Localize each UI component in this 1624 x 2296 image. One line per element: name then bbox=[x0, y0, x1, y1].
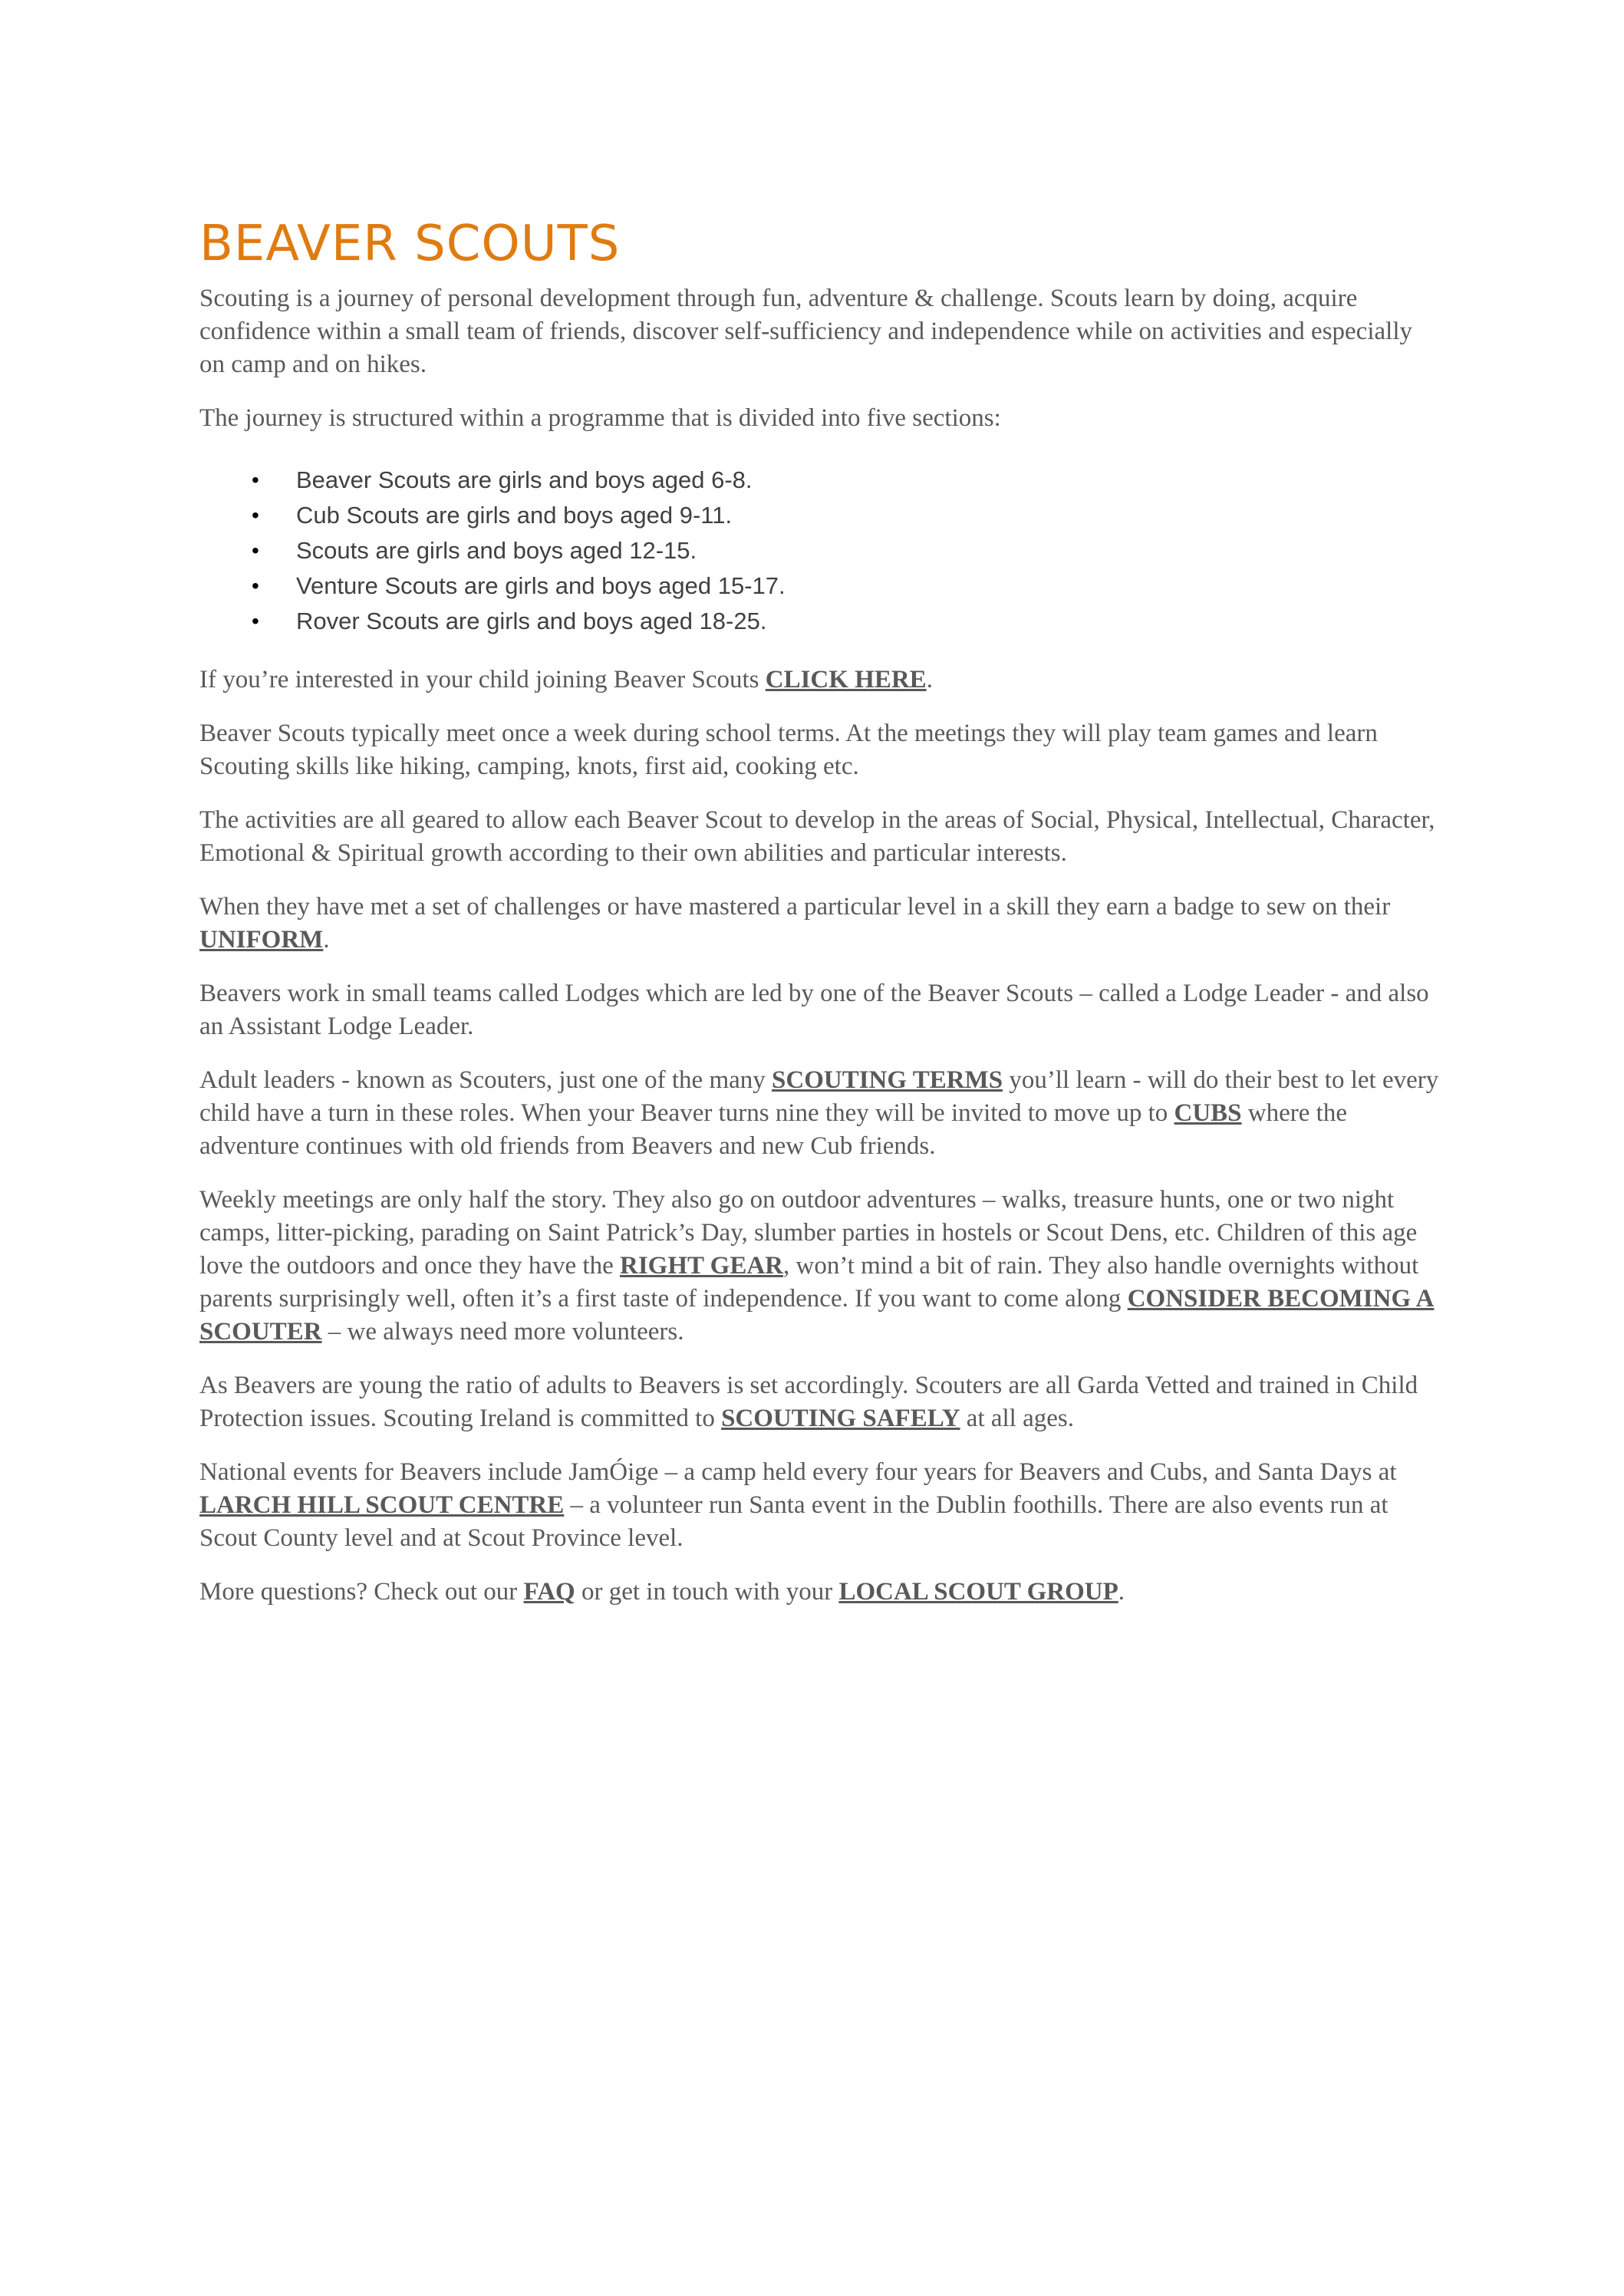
cubs-link[interactable]: CUBS bbox=[1174, 1099, 1242, 1127]
click-here-link[interactable]: CLICK HERE bbox=[765, 666, 927, 693]
sections-list bbox=[199, 463, 1442, 639]
list-item bbox=[199, 568, 1442, 604]
ratio-paragraph: As Beavers are young the ratio of adults to Beavers is set accordingly. Scouters are all Garda Vetted and trained in Child Protection issues. Scouting Ireland is committed to SCOUTING SAFELY at all ages. bbox=[199, 1372, 1418, 1432]
larch-hill-link[interactable]: LARCH HILL SCOUT CENTRE bbox=[199, 1491, 565, 1519]
structure-paragraph: The journey is structured within a programme that is divided into five sections: bbox=[199, 404, 1001, 432]
bullet-icon: • bbox=[252, 503, 259, 527]
badge-paragraph: When they have met a set of challenges or have mastered a particular level in a skill they earn a badge to sew on their UNIFORM. bbox=[199, 893, 1391, 954]
intro-paragraph: Scouting is a journey of personal development through fun, adventure & challenge. Scouts learn by doing, acquire confidence within a small team of friends, discover self-sufficiency and independence while on activities and especially on camp and on hikes. bbox=[199, 285, 1412, 378]
list-item-text: Rover Scouts are girls and boys aged 18-25. bbox=[296, 608, 767, 634]
adult-leaders-paragraph: Adult leaders - known as Scouters, just one of the many SCOUTING TERMS you’ll learn - will do their best to let every child have a turn in these roles. When your Beaver turns nine they will be invited to move up to CUBS where the adventure continues with old friends from Beavers and new Cub friends. bbox=[199, 1066, 1439, 1160]
scouting-terms-link[interactable]: SCOUTING TERMS bbox=[772, 1066, 1003, 1094]
questions-paragraph: More questions? Check out our FAQ or get in touch with your LOCAL SCOUT GROUP. bbox=[199, 1578, 1125, 1606]
list-item bbox=[199, 533, 1442, 568]
local-scout-group-link[interactable]: LOCAL SCOUT GROUP bbox=[838, 1578, 1118, 1606]
right-gear-link[interactable]: RIGHT GEAR bbox=[620, 1252, 784, 1280]
list-item bbox=[199, 463, 1442, 498]
list-item bbox=[199, 604, 1442, 639]
scouting-safely-link[interactable]: SCOUTING SAFELY bbox=[721, 1405, 960, 1432]
list-item-text: Cub Scouts are girls and boys aged 9-11. bbox=[296, 502, 733, 529]
bullet-icon: • bbox=[252, 468, 259, 492]
lodges-paragraph: Beavers work in small teams called Lodges which are led by one of the Beaver Scouts – called a Lodge Leader - and also an Assistant Lodge Leader. bbox=[199, 980, 1429, 1040]
meeting-paragraph: Beaver Scouts typically meet once a week during school terms. At the meetings they will play team games and learn Scouting skills like hiking, camping, knots, first aid, cooking etc. bbox=[199, 720, 1378, 780]
list-item-text: Venture Scouts are girls and boys aged 15-17. bbox=[296, 572, 786, 599]
weekly-meetings-paragraph: Weekly meetings are only half the story. They also go on outdoor adventures – walks, treasure hunts, one or two night camps, litter-picking, parading on Saint Patrick’s Day, slumber parties in hostels or Scout Dens, etc. Children of this age love the outdoors and once they have the RIGHT GEAR, won’t mind a bit of rain. They also handle overnights without parents surprisingly well, often it’s a first taste of independence. If you want to come along CONSIDER BECOMING A SCOUTER – we always need more volunteers. bbox=[199, 1186, 1435, 1346]
page-title: BEAVER SCOUTS bbox=[199, 216, 621, 272]
activities-paragraph: The activities are all geared to allow each Beaver Scout to develop in the areas of Social, Physical, Intellectual, Character, Emotional & Spiritual growth according to their own abilities and particular interests. bbox=[199, 806, 1435, 867]
become-scouter-link[interactable]: CONSIDER BECOMING A SCOUTER bbox=[199, 1285, 1435, 1346]
list-item bbox=[199, 498, 1442, 533]
list-item-text: Beaver Scouts are girls and boys aged 6-8. bbox=[296, 466, 753, 493]
bullet-icon: • bbox=[252, 574, 259, 598]
list-item-text: Scouts are girls and boys aged 12-15. bbox=[296, 537, 697, 564]
faq-link[interactable]: FAQ bbox=[523, 1578, 575, 1606]
national-events-paragraph: National events for Beavers include JamÓige – a camp held every four years for Beavers and Cubs, and Santa Days at LARCH HILL SCOUT CENTRE – a volunteer run Santa event in the Dublin foothills. There are also events run at Scout County level and at Scout Province level. bbox=[199, 1458, 1397, 1552]
bullet-icon: • bbox=[252, 539, 259, 562]
uniform-link[interactable]: UNIFORM bbox=[199, 926, 324, 954]
interest-paragraph: If you’re interested in your child joining Beaver Scouts CLICK HERE. bbox=[199, 666, 933, 693]
document-page bbox=[199, 213, 1442, 1629]
bullet-icon: • bbox=[252, 609, 259, 633]
